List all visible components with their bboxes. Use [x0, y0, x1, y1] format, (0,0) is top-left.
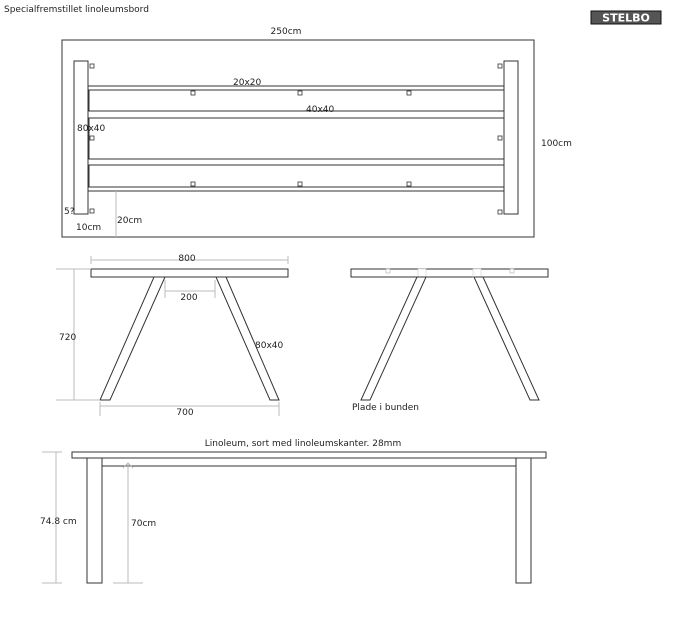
leg-tube-label: 80x40: [255, 341, 284, 351]
rail-lower: [89, 165, 504, 187]
depth-label: 100cm: [541, 139, 572, 149]
right-leg-2: [474, 277, 539, 400]
stelbo-logo: [591, 11, 661, 25]
left-leg-2: [361, 277, 426, 400]
tabletop-outline: [62, 40, 534, 237]
right-leg: [216, 277, 279, 400]
svg-text:STELBO: STELBO: [602, 11, 650, 25]
height-label: 720: [59, 333, 77, 343]
inset-label: 20cm: [117, 216, 143, 226]
linoleum-note: Linoleum, sort med linoleumskanter. 28mm: [204, 439, 402, 449]
drawing-title: Specialfremstillet linoleumsbord: [4, 5, 149, 15]
leg-top-plate: [91, 269, 288, 277]
plate-note: Plade i bunden: [352, 403, 419, 413]
side-tabletop: [72, 452, 546, 458]
gap-label: 200: [180, 293, 198, 303]
side-left-leg: [87, 458, 102, 583]
tube-medium-label: 40x40: [306, 105, 335, 115]
tube-small-label: 20x20: [233, 78, 262, 88]
edge-offset-label: 10cm: [76, 223, 102, 233]
side-right-leg: [516, 458, 531, 583]
top-width-label: 800: [178, 254, 196, 264]
tube-large-label: 80x40: [77, 124, 106, 134]
leg-front-view: [56, 254, 288, 418]
side-view: [40, 439, 546, 583]
left-frame-post: [74, 61, 88, 214]
foot-span-label: 700: [176, 408, 194, 418]
total-height-label: 74.8 cm: [40, 517, 77, 527]
unknown-label: 5?: [64, 207, 75, 217]
width-label: 250cm: [270, 27, 302, 37]
rail-20x20: [89, 90, 504, 111]
bottom-rail: [88, 191, 504, 214]
leg-top-plate-2: [351, 269, 548, 277]
frame-height-label: 70cm: [131, 519, 157, 529]
top-rail: [88, 61, 504, 86]
side-apron: [87, 458, 531, 466]
right-frame-post: [504, 61, 518, 214]
leg-plate-view: [351, 269, 548, 413]
rail-40x40: [89, 118, 504, 159]
left-leg: [100, 277, 165, 400]
top-view: [62, 27, 572, 237]
